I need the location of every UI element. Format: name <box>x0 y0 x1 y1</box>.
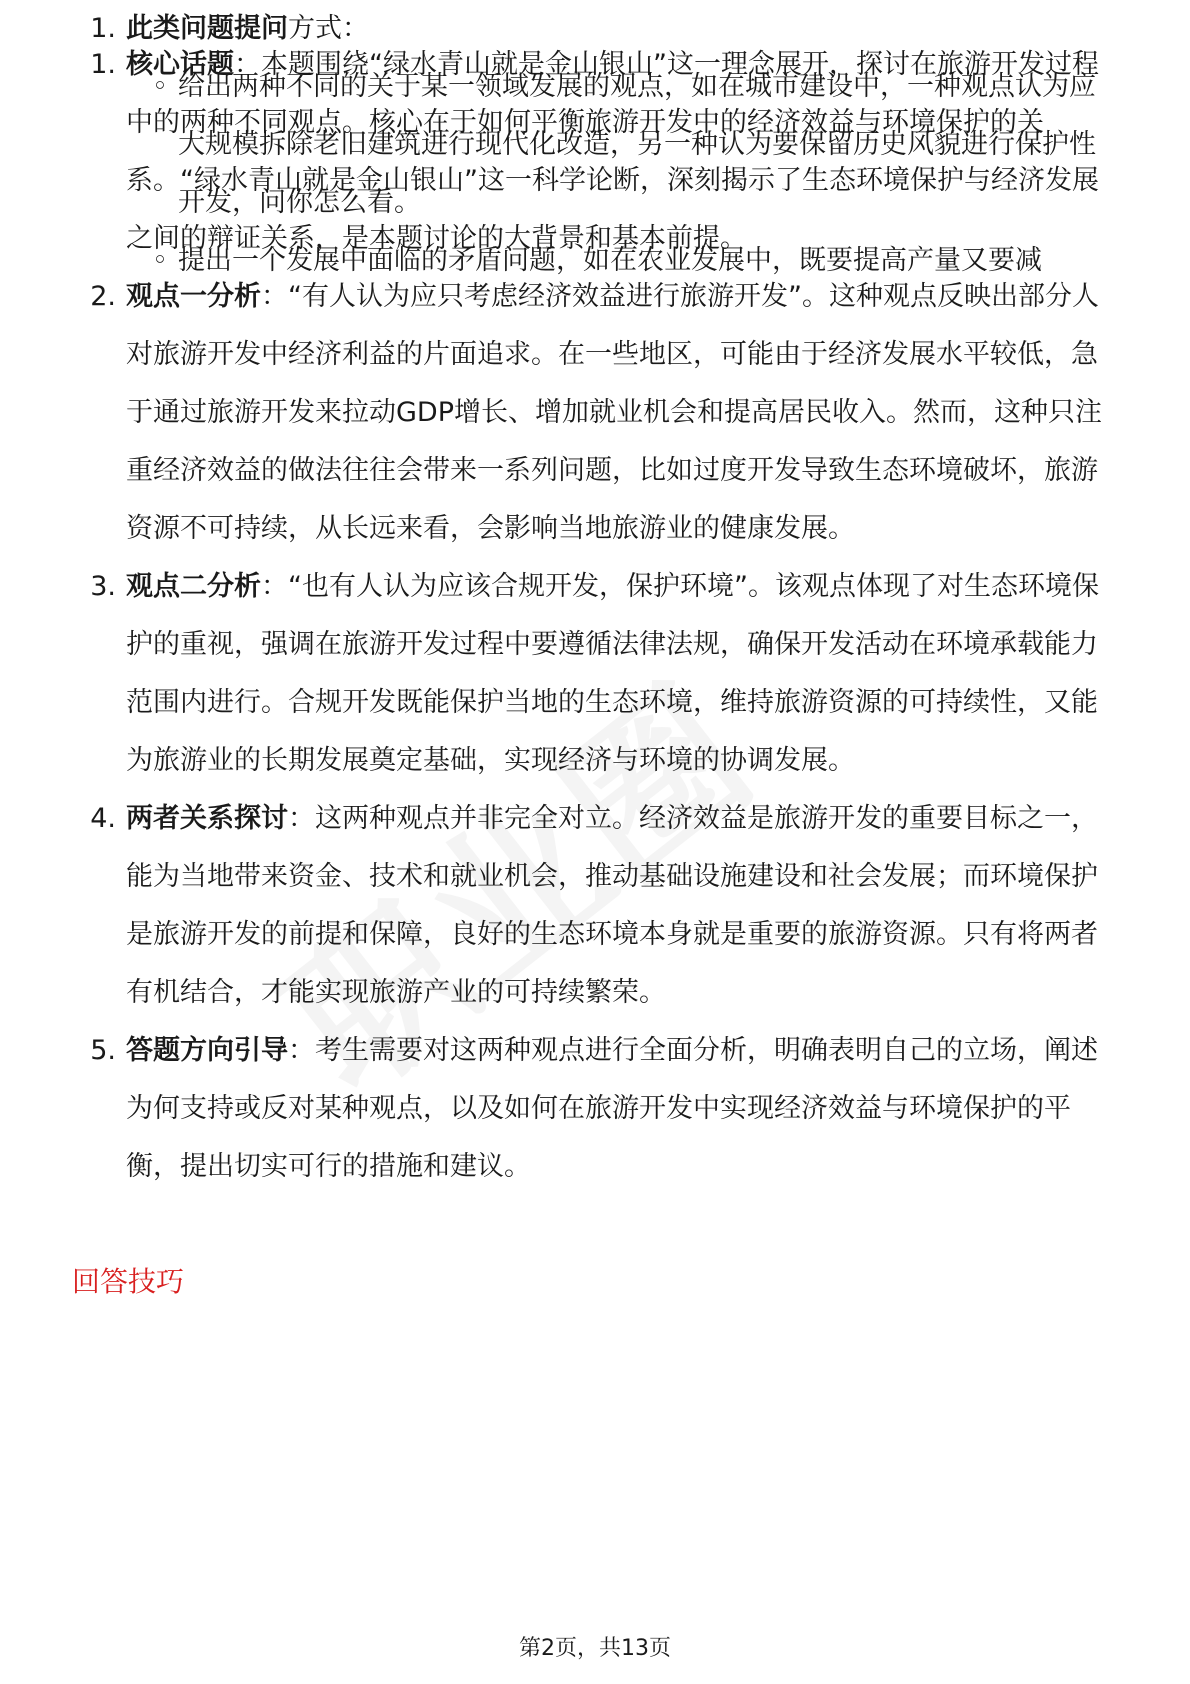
item-text: ：这两种观点并非完全对立。经济效益是旅游开发的重要目标之一，能为当地带来资金、技术和就业机会，推动基础设施建设和社会发展；而环境保护是旅游开发的前提和保障，良好的生态环境本身就是重要的旅游资源。只有将两者有机结合，才能实现旅游产业的可持续繁荣。 <box>126 803 1098 1008</box>
page-number: 第2页，共13页 <box>519 1636 671 1661</box>
item-number: 1. <box>90 49 116 80</box>
section-title: 回答技巧 <box>72 1265 185 1298</box>
item-text: ：“有人认为应只考虑经济效益进行旅游开发”。这种观点反映出部分人对旅游开发中经济利益的片面追求。在一些地区，可能由于经济发展水平较低，急于通过旅游开发来拉动GDP增长、增加就业机会和提高居民收入。然而，这种只注重经济效益的做法往往会带来一系列问题，比如过度开发导致生态环境破坏，旅游资源不可持续，从长远来看，会影响当地旅游业的健康发展。 <box>126 281 1102 544</box>
item-label: 核心话题 <box>126 49 234 80</box>
bullet-icon: ◦ <box>152 245 168 276</box>
bullet-item <box>152 232 1122 290</box>
item-text: 方式： <box>288 13 369 44</box>
item-number: 2. <box>90 281 116 312</box>
analysis-item-3 <box>90 558 1122 790</box>
item-label: 观点一分析 <box>126 281 261 312</box>
item-number: 5. <box>90 1035 116 1066</box>
item-label: 两者关系探讨 <box>126 803 288 834</box>
item-label: 答题方向引导 <box>126 1035 288 1066</box>
item-number: 1. <box>90 13 116 44</box>
tips-item-1 <box>90 0 1122 290</box>
item-label: 此类问题提问 <box>126 13 288 44</box>
item-number: 4. <box>90 803 116 834</box>
bullet-icon: ◦ <box>152 71 168 102</box>
tips-bullet-list <box>126 58 1122 290</box>
bullet-text: 提出一个发展中面临的矛盾问题，如在农业发展中，既要提高产量又要减 <box>178 245 1042 276</box>
tips-list <box>0 0 1190 290</box>
analysis-item-4 <box>90 790 1122 1022</box>
item-number: 3. <box>90 571 116 602</box>
item-text: ：本题围绕“绿水青山就是金山银山”这一理念展开，探讨在旅游开发过程中的两种不同观点。核心在于如何平衡旅游开发中的经济效益与环境保护的关系。“绿水青山就是金山银山”这一科学论断，深刻揭示了生态环境保护与经济发展之间的辩证关系，是本题讨论的大背景和基本前提。 <box>126 49 1099 254</box>
item-text: ：考生需要对这两种观点进行全面分析，明确表明自己的立场，阐述为何支持或反对某种观点，以及如何在旅游开发中实现经济效益与环境保护的平衡，提出切实可行的措施和建议。 <box>126 1035 1098 1182</box>
analysis-item-2 <box>90 268 1122 558</box>
bullet-text: 给出两种不同的关于某一领域发展的观点，如在城市建设中，一种观点认为应大规模拆除老旧建筑进行现代化改造，另一种认为要保留历史风貌进行保护性开发，问你怎么看。 <box>178 71 1096 218</box>
item-text: ：“也有人认为应该合规开发，保护环境”。该观点体现了对生态环境保护的重视，强调在旅游开发过程中要遵循法律法规，确保开发活动在环境承载能力范围内进行。合规开发既能保护当地的生态环境，维持旅游资源的可持续性，又能为旅游业的长期发展奠定基础，实现经济与环境的协调发展。 <box>126 571 1099 776</box>
item-label: 观点二分析 <box>126 571 261 602</box>
analysis-item-5 <box>90 1022 1122 1196</box>
